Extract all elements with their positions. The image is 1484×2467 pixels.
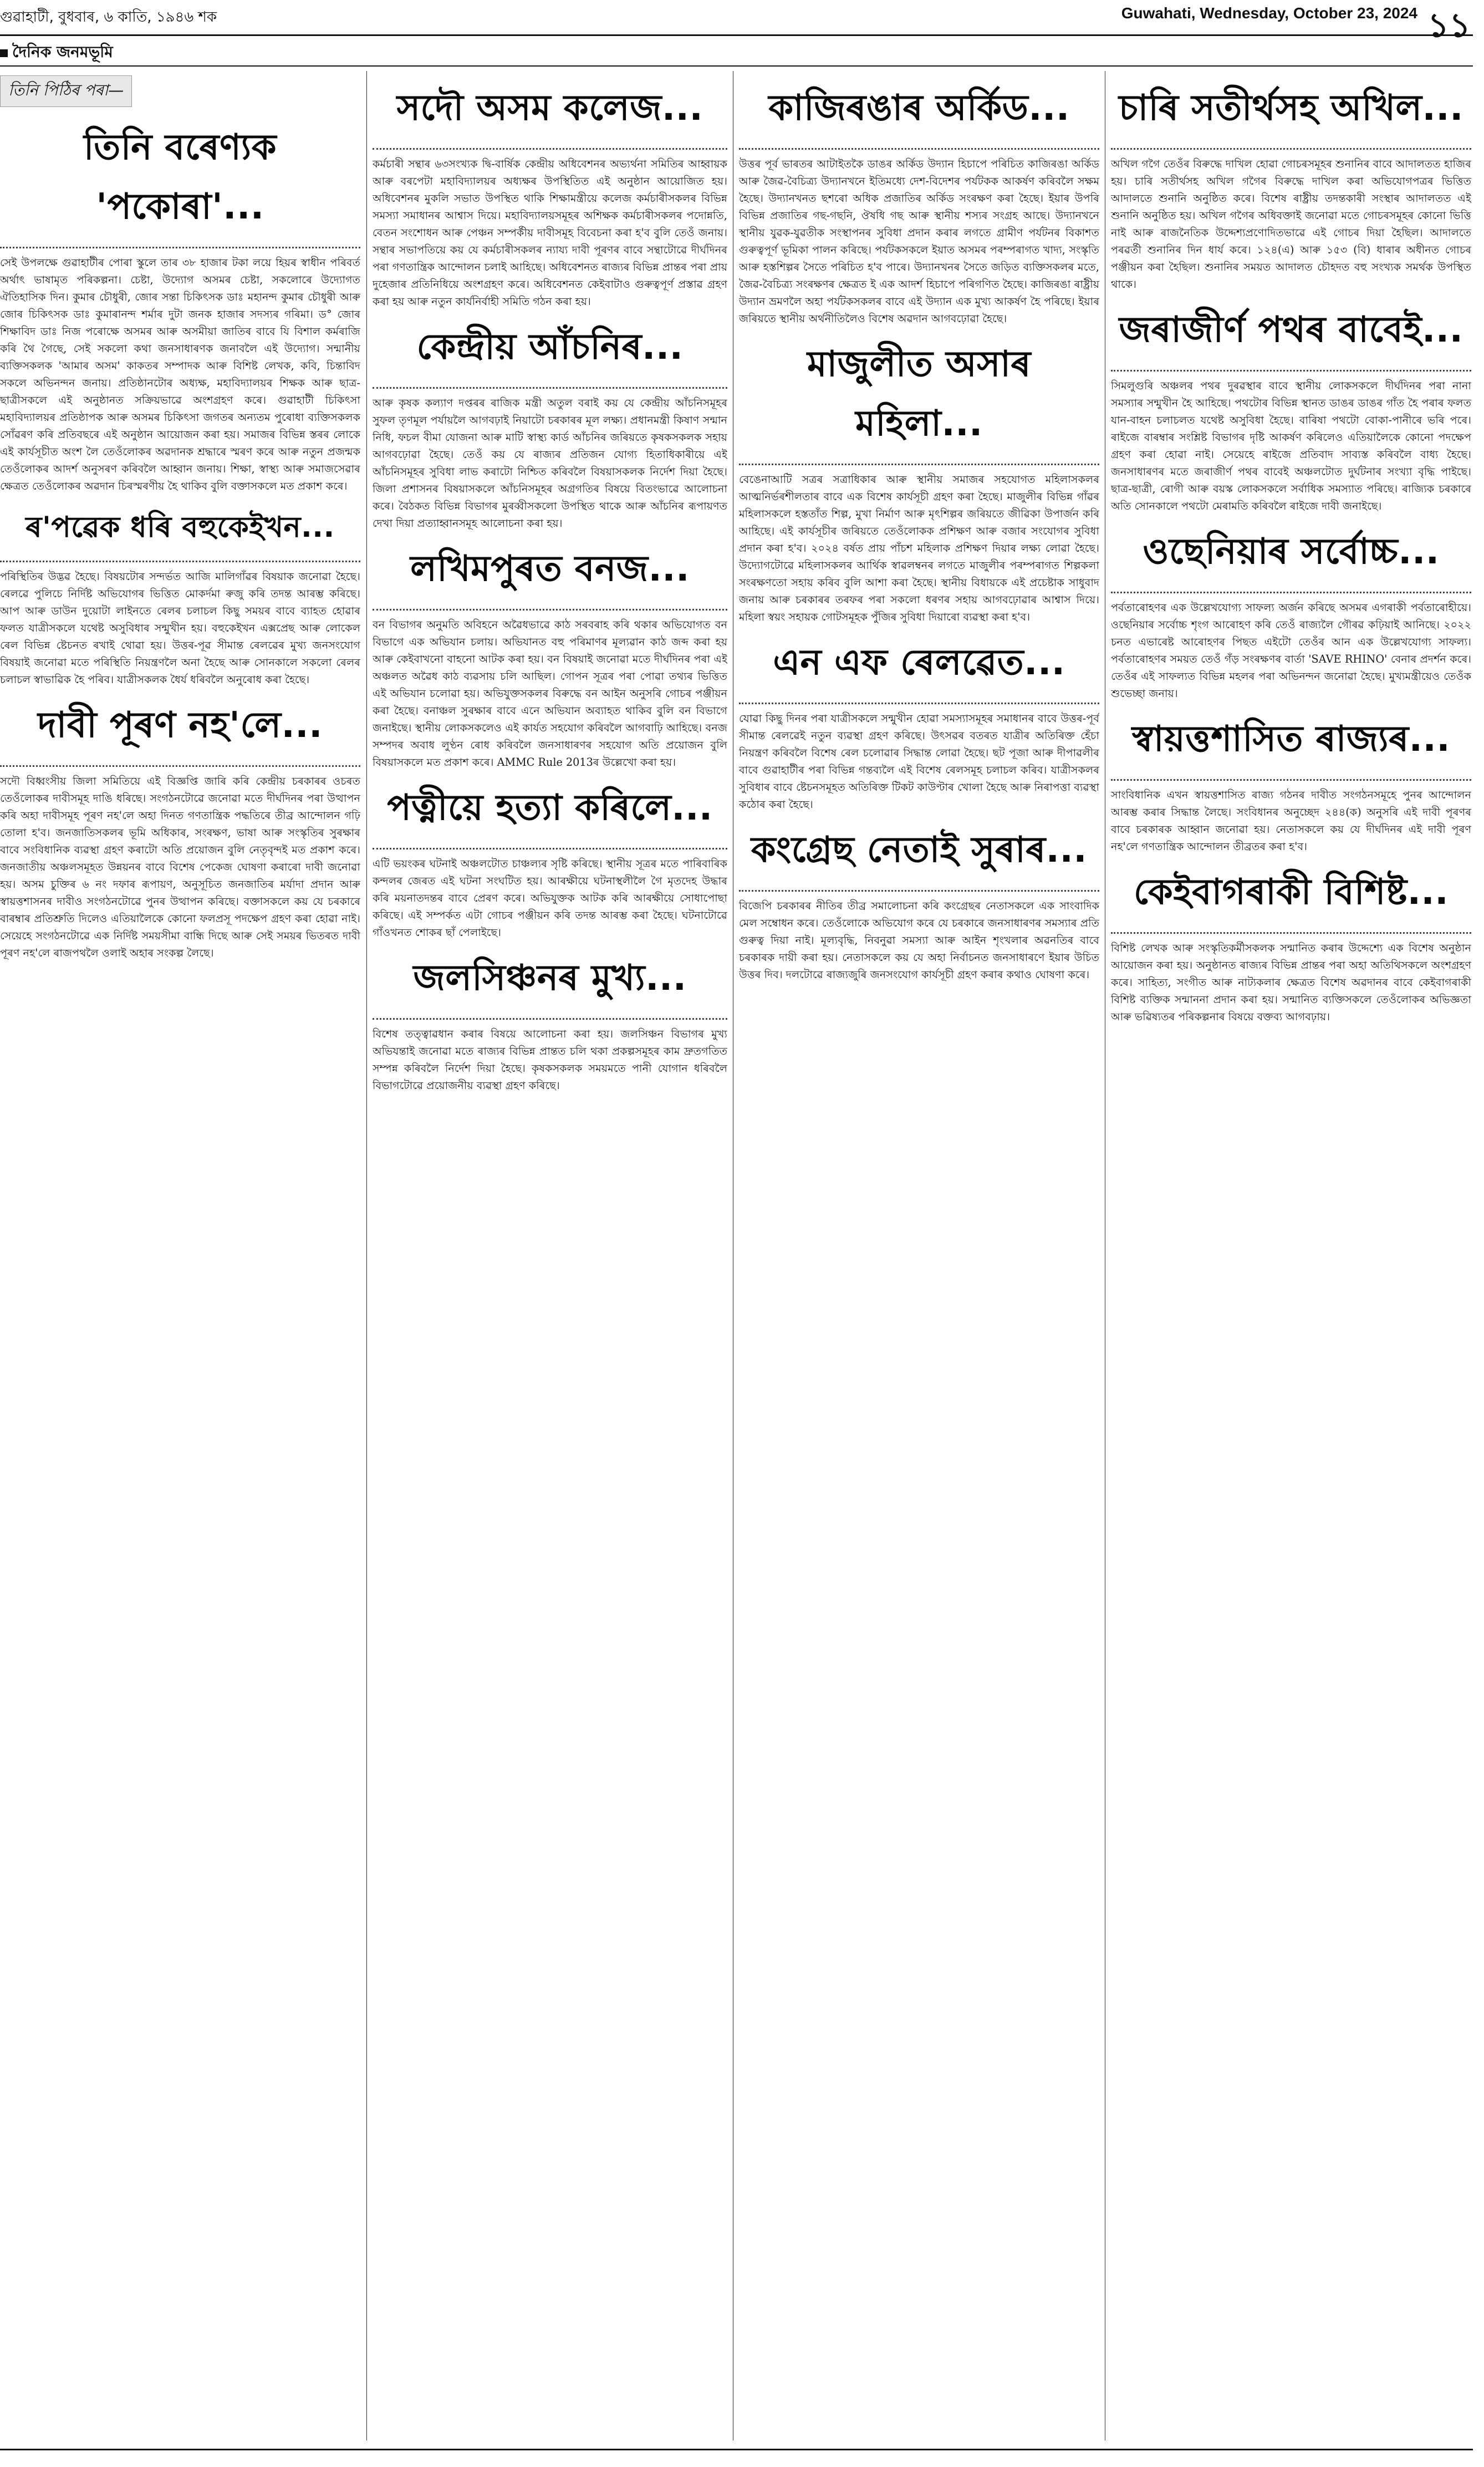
dotted-rule (0, 561, 360, 562)
headline: কংগ্ৰেছ নেতাই সুৰাৰ... (751, 830, 1088, 871)
article-body: অখিল গগৈ তেওঁৰ বিৰুদ্ধে দাখিল হোৱা গোচৰসমূহৰ শুনানিৰ বাবে আদালতত হাজিৰ হয়। চাৰি সতীৰ্থসহ অখিল গগৈৰ বিৰুদ্ধে দাখিল কৰা অভিযোগপত্ৰৰ ভিত্তিত আদালতে শুনানি অনুষ্ঠিত কৰে। বিশেষ ৰাষ্ট্ৰীয় তদন্তকাৰী সংস্থাৰ আদালতত এই শুনানি অনুষ্ঠিত হয়। অখিল গগৈৰ অধিবক্তাই জনোৱা মতে গোচৰসমূহৰ কোনো ভিত্তি নাই আৰু ৰাজনৈতিক উদ্দেশ্যপ্ৰণোদিতভাৱে এই গোচৰ দিয়া হৈছিল। আদালতে পৰৱৰ্তী শুনানিৰ দিন ধাৰ্য কৰে। ১২৪(এ) আৰু ১৫৩ (বি) ধাৰাৰ অধীনত গোচৰ পঞ্জীয়ন কৰা হৈছিল। শুনানিৰ সময়ত আদালত চৌহদত বহু সংখ্যক সমৰ্থক উপস্থিত থাকে। (1111, 157, 1471, 291)
headline: চাৰি সতীৰ্থসহ অখিল... (1119, 88, 1463, 129)
article-body: সদৌ বিধ্বংসীয় জিলা সমিতিয়ে এই বিজ্ঞপ্তি জাৰি কৰি কেন্দ্ৰীয় চৰকাৰৰ ওচৰত তেওঁলোকৰ দাবীসমূহ দাঙি ধৰিছে। সংগঠনটোৱে জনোৱা মতে দীৰ্ঘদিনৰ পৰা উত্থাপন কৰি অহা দাবীসমূহ পূৰণ নহ'লে অহা দিনত গণতান্ত্ৰিক পদ্ধতিৰে তীব্ৰ আন্দোলন গঢ়ি তোলা হ'ব। জনজাতিসকলৰ ভূমি অধিকাৰ, সংৰক্ষণ, ভাষা আৰু সংস্কৃতিৰ সুৰক্ষাৰ বাবে সংবিধানিক ব্যৱস্থা গ্ৰহণ কৰাটো অতি প্ৰয়োজন বুলি নেতৃবৃন্দই মত প্ৰকাশ কৰে। জনজাতীয় অঞ্চলসমূহত উন্নয়নৰ বাবে বিশেষ পেকেজ ঘোষণা কৰাৰো দাবী জনোৱা হয়। অসম চুক্তিৰ ৬ নং দফাৰ ৰূপায়ণ, অনুসূচিত জনজাতিৰ মৰ্যাদা প্ৰদান আৰু স্বায়ত্তশাসনৰ দাবীও সংগঠনটোৱে পুনৰ উত্থাপন কৰিছে। বক্তাসকলে কয় যে চৰকাৰে বাৰম্বাৰ প্ৰতিশ্ৰুতি দিলেও এতিয়ালৈকে কোনো ফলপ্ৰসূ পদক্ষেপ গ্ৰহণ কৰা হোৱা নাই। সেয়েহে সংগঠনটোৱে এক নিৰ্দিষ্ট সময়সীমা বান্ধি দিছে আৰু সেই সময়ৰ ভিতৰত দাবী পূৰণ নহ'লে ৰাজপথলৈ ওলাই অহাৰ সংকল্প লৈছে। (0, 775, 360, 959)
header-date-right: Guwahati, Wednesday, October 23, 2024 (1121, 4, 1417, 22)
column-4 (1111, 71, 1471, 2440)
headline: কেইবাগৰাকী বিশিষ্ট... (1133, 872, 1449, 913)
header-rule (0, 34, 1473, 36)
dotted-rule (1111, 592, 1471, 593)
article-body: পৰিস্থিতিৰ উদ্ভৱ হৈছে। বিষয়টোৰ সন্দৰ্ভত আজি মালিগাঁৱৰ বিষয়াক জনোৱা হৈছে। ৰেলৱে পুলিচে নিৰ্দিষ্ট অভিযোগৰ ভিত্তিত মোকৰ্দমা ৰুজু কৰি তদন্ত আৰম্ভ কৰিছে। আপ আৰু ডাউন দুয়োটা লাইনতে ৰেলৰ চলাচল কিছু সময়ৰ বাবে ব্যাহত হোৱাৰ ফলত যাত্ৰীসকলে যথেষ্ট অসুবিধাৰ সন্মুখীন হয়। বহুকেইখন এক্সপ্ৰেছ আৰু লোকেল ৰেল বিভিন্ন ষ্টেচনত ৰখাই থোৱা হয়। উত্তৰ-পূৱ সীমান্ত ৰেলৱেৰ মুখ্য জনসংযোগ বিষয়াই জনোৱা মতে পৰিস্থিতি নিয়ন্ত্ৰণলৈ অনা হৈছে আৰু সোনকালে সকলো ৰেলৰ চলাচল স্বাভাৱিক হৈ পৰিব। যাত্ৰীসকলক ধৈৰ্য ধৰিবলৈ অনুৰোধ কৰা হৈছে। (0, 570, 360, 686)
headline: স্বায়ত্তশাসিত ৰাজ্যৰ... (1131, 719, 1451, 760)
headline: দাবী পূৰণ নহ'লে... (38, 705, 323, 746)
headline: সদৌ অসম কলেজ... (396, 88, 703, 129)
dotted-rule (1111, 148, 1471, 150)
headline: এন এফ ৰেলৱেত... (773, 642, 1065, 683)
headline: মাজুলীত অসাৰ মহিলা... (807, 344, 1031, 444)
article-body: উত্তৰ পূৰ্ব ভাৰতৰ আটাইতকৈ ডাঙৰ অৰ্কিড উদ্যান হিচাপে পৰিচিত কাজিৰঙা অৰ্কিড আৰু জৈৱ-বৈচিত্ৰ্য উদ্যানখনে ইতিমধ্যে দেশ-বিদেশৰ পৰ্যটকক আকৰ্ষণ কৰিবলৈ সক্ষম হৈছে। উদ্যানখনত ছশৰো অধিক প্ৰজাতিৰ অৰ্কিড সংৰক্ষণ কৰা হৈছে। ইয়াৰ উপৰি বিভিন্ন প্ৰজাতিৰ গছ-গছনি, ঔষধি গছ আৰু স্থানীয় শস্যৰ সংগ্ৰহ আছে। উদ্যানখনে স্থানীয় যুৱক-যুৱতীক সংস্থাপনৰ সুবিধা প্ৰদান কৰাৰ লগতে গ্ৰামীণ পৰ্যটনৰ বিকাশত গুৰুত্বপূৰ্ণ ভূমিকা পালন কৰিছে। পৰ্যটকসকলে ইয়াত অসমৰ পৰম্পৰাগত খাদ্য, সংস্কৃতি আৰু হস্তশিল্পৰ সৈতে পৰিচিত হ'ব পাৰে। উদ্যানখনৰ সৈতে জড়িত ব্যক্তিসকলৰ মতে, জৈৱ-বৈচিত্ৰ্য সংৰক্ষণৰ ক্ষেত্ৰত ই এক আদৰ্শ হিচাপে পৰিগণিত হৈছে। কাজিৰঙা ৰাষ্ট্ৰীয় উদ্যান ভ্ৰমণলৈ অহা পৰ্যটকসকলৰ বাবে এই উদ্যান এক মুখ্য আকৰ্ষণ হৈ পৰিছে। ইয়াৰ জৰিয়তে স্থানীয় অৰ্থনীতিলৈও বিশেষ অৱদান আগবঢ়োৱা হৈছে। (739, 157, 1099, 325)
headline: ৰ'পৱেক ধৰি বহুকেইখন... (26, 511, 335, 544)
column-1 (0, 71, 360, 2440)
headline: পত্নীয়ে হত্যা কৰিলে... (387, 787, 713, 828)
headline: জৰাজীৰ্ণ পথৰ বাবেই... (1119, 309, 1463, 350)
dotted-rule (373, 148, 727, 150)
dotted-rule (0, 765, 360, 767)
headline: লখিমপুৰত বনজ... (410, 548, 690, 589)
dotted-rule (739, 890, 1099, 892)
dotted-rule (739, 464, 1099, 465)
article-body: সাংবিধানিক এখন স্বায়ত্তশাসিত ৰাজ্য গঠনৰ দাবীত সংগঠনসমূহে পুনৰ আন্দোলন আৰম্ভ কৰাৰ সিদ্ধান্ত লৈছে। সংবিধানৰ অনুচ্ছেদ ২৪৪(ক) অনুসৰি এই দাবী পূৰণৰ বাবে চৰকাৰক আহ্বান জনোৱা হয়। নেতাসকলে কয় যে দীৰ্ঘদিনৰ এই দাবী পূৰণ নহ'লে গণতান্ত্ৰিক আন্দোলন তীব্ৰতৰ কৰা হ'ব। (1111, 789, 1471, 853)
headline: কেন্দ্ৰীয় আঁচনিৰ... (416, 327, 684, 368)
kicker-continued: তিনি পিঠিৰ পৰা— (0, 75, 132, 107)
column-3 (739, 71, 1099, 2440)
article-body: যোৱা কিছু দিনৰ পৰা যাত্ৰীসকলে সন্মুখীন হোৱা সমস্যাসমূহৰ সমাধানৰ বাবে উত্তৰ-পূৰ্ব সীমান্ত ৰেলৱেই নতুন ব্যৱস্থা গ্ৰহণ কৰিছে। উৎসৱৰ বতৰত যাত্ৰীৰ অতিৰিক্ত হেঁচা নিয়ন্ত্ৰণ কৰিবলৈ বিশেষ ৰেল চলোৱাৰ সিদ্ধান্ত লোৱা হৈছে। ছট পূজা আৰু দীপাৱলীৰ বাবে গুৱাহাটীৰ পৰা বিভিন্ন গন্তব্যলৈ এই বিশেষ ৰেলসমূহ চলাচল কৰিব। যাত্ৰীসকলৰ সুবিধাৰ বাবে ষ্টেচনসমূহত অতিৰিক্ত টিকট কাউণ্টাৰ খোলা হৈছে আৰু নিৰাপত্তা ব্যৱস্থা কঠোৰ কৰা হৈছে। (739, 712, 1099, 811)
article-body: বিশিষ্ট লেখক আৰু সংস্কৃতিকৰ্মীসকলক সন্মানিত কৰাৰ উদ্দেশ্যে এক বিশেষ অনুষ্ঠান আয়োজন কৰা হয়। অনুষ্ঠানত ৰাজ্যৰ বিভিন্ন প্ৰান্তৰ পৰা অহা অতিথিসকলে অংশগ্ৰহণ কৰে। সাহিত্য, সংগীত আৰু নাট্যকলাৰ ক্ষেত্ৰত বিশেষ অৱদানৰ বাবে কেইবাগৰাকী বিশিষ্ট ব্যক্তিক সন্মাননা প্ৰদান কৰা হয়। সন্মানিত ব্যক্তিসকলে তেওঁলোকৰ অভিজ্ঞতা আৰু ভৱিষ্যতৰ পৰিকল্পনাৰ বিষয়ে বক্তব্য আগবঢ়ায়। (1111, 942, 1471, 1023)
brand-strip (0, 40, 113, 66)
dotted-rule (739, 703, 1099, 704)
dotted-rule (373, 848, 727, 850)
dotted-rule (373, 1018, 727, 1020)
footer-rule (0, 2449, 1473, 2450)
header-date-left: গুৱাহাটী, বুধবাৰ, ৬ কাতি, ১৯৪৬ শক (0, 9, 217, 26)
headline: ওছেনিয়াৰ সৰ্বোচ্চ... (1143, 531, 1440, 572)
dotted-rule (373, 609, 727, 611)
brand-bullet-icon (0, 49, 8, 57)
article-body: বিশেষ তত্ত্বাৱধান কৰাৰ বিষয়ে আলোচনা কৰা হয়। জলসিঞ্চন বিভাগৰ মুখ্য অভিযন্তাই জনোৱা মতে ৰাজ্যৰ বিভিন্ন প্ৰান্তত চলি থকা প্ৰকল্পসমূহৰ কাম দ্ৰুতগতিত সম্পন্ন কৰিবলৈ নিৰ্দেশ দিয়া হৈছে। কৃষকসকলক সময়মতে পানী যোগান ধৰিবলৈ বিভাগটোৱে প্ৰয়োজনীয় ব্যৱস্থা গ্ৰহণ কৰিছে। (373, 1028, 727, 1092)
article-body: কৰ্মচাৰী সন্থাৰ ৬৩সংখ্যক দ্বি-বাৰ্ষিক কেন্দ্ৰীয় অধিবেশনৰ অভ্যৰ্থনা সমিতিৰ আহ্বায়ক আৰু বৰপেটা মহাবিদ্যালয়ৰ অধ্যক্ষৰ উপস্থিতিত এই অনুষ্ঠান আয়োজিত হয়। অধিবেশনৰ মুকলি সভাত উপস্থিত থাকি শিক্ষামন্ত্ৰীয়ে কলেজ কৰ্মচাৰীসকলৰ বিভিন্ন সমস্যা সমাধানৰ আশ্বাস দিয়ে। মহাবিদ্যালয়সমূহৰ অশিক্ষক কৰ্মচাৰীসকলৰ পদোন্নতি, বেতন সংশোধন আৰু পেঞ্চন সম্পৰ্কীয় দাবীসমূহ বিবেচনা কৰা হ'ব বুলি তেওঁ জনায়। সন্থাৰ সভাপতিয়ে কয় যে কৰ্মচাৰীসকলৰ ন্যায্য দাবী পূৰণৰ বাবে সন্থাটোৱে দীৰ্ঘদিনৰ পৰা গণতান্ত্ৰিক আন্দোলন চলাই আহিছে। অধিবেশনত ৰাজ্যৰ বিভিন্ন প্ৰান্তৰ পৰা প্ৰায় দুহেজাৰ প্ৰতিনিধিয়ে অংশগ্ৰহণ কৰে। অধিবেশনত কেইবাটাও গুৰুত্বপূৰ্ণ প্ৰস্তাৱ গ্ৰহণ কৰা হয় আৰু নতুন কাৰ্যনিৰ্বাহী সমিতি গঠন কৰা হয়। (373, 157, 727, 308)
headline: কাজিৰঙাৰ অৰ্কিড... (768, 88, 1070, 129)
dotted-rule (373, 387, 727, 389)
article-body: বেঙেনাআটি সত্ৰৰ সত্ৰাধিকাৰ আৰু স্থানীয় সমাজৰ সহযোগত মহিলাসকলৰ আত্মনিৰ্ভৰশীলতাৰ বাবে এক বিশেষ কাৰ্যসূচী গ্ৰহণ কৰা হৈছে। মাজুলীৰ বিভিন্ন গাঁৱৰ মহিলাসকলে হস্ততাঁত শিল্প, মুখা নিৰ্মাণ আৰু মৃৎশিল্পৰ জৰিয়তে জীৱিকা উপাৰ্জন কৰি আহিছে। এই কাৰ্যসূচীৰ জৰিয়তে তেওঁলোকক প্ৰশিক্ষণ আৰু বজাৰ সংযোগৰ সুবিধা প্ৰদান কৰা হ'ব। ২০২৪ বৰ্ষত প্ৰায় পাঁচশ মহিলাক প্ৰশিক্ষণ দিয়াৰ লক্ষ্য লোৱা হৈছে। উদ্যোগটোৱে মহিলাসকলৰ আৰ্থিক স্বাৱলম্বনৰ লগতে মাজুলীৰ পৰম্পৰাগত শিল্পকলা সংৰক্ষণতো সহায় কৰিব বুলি আশা কৰা হৈছে। স্থানীয় বিধায়কে এই প্ৰচেষ্টাক সাধুবাদ জনায় আৰু চৰকাৰৰ তৰফৰ পৰা সকলো ধৰণৰ সহায় আগবঢ়োৱাৰ আশ্বাস দিয়ে। মহিলা স্বয়ং সহায়ক গোটসমূহক পুঁজিৰ সুবিধা দিয়াৰো ব্যৱস্থা কৰা হ'ব। (739, 473, 1099, 623)
dotted-rule (1111, 932, 1471, 934)
column-2 (373, 71, 727, 2440)
dotted-rule (1111, 779, 1471, 781)
article-body: পৰ্বতাৰোহণৰ এক উল্লেখযোগ্য সাফল্য অৰ্জন কৰিছে অসমৰ এগৰাকী পৰ্বতাৰোহীয়ে। ওছেনিয়াৰ সৰ্বোচ্চ শৃংগ আৰোহণ কৰি তেওঁ ৰাজ্যলৈ গৌৰৱ কঢ়িয়াই আনিছে। ২০২২ চনত এভাৰেষ্ট আৰোহণৰ পিছত এইটো তেওঁৰ আন এক উল্লেখযোগ্য সাফল্য। পৰ্বতাৰোহণৰ সময়ত তেওঁ গঁড় সংৰক্ষণৰ বাৰ্তা 'SAVE RHINO' বেনাৰ প্ৰদৰ্শন কৰে। তেওঁৰ এই সাফল্যত বিভিন্ন মহলৰ পৰা অভিনন্দন জনোৱা হৈছে। মুখ্যমন্ত্ৰীয়েও তেওঁক শুভেচ্ছা জনায়। (1111, 601, 1471, 700)
article-body: সিমলুগুৰি অঞ্চলৰ পথৰ দুৰৱস্থাৰ বাবে স্থানীয় লোকসকলে দীৰ্ঘদিনৰ পৰা নানা সমস্যাৰ সন্মুখীন হৈ আহিছে। পথটোৰ বিভিন্ন স্থানত ডাঙৰ ডাঙৰ গাঁত হৈ পৰাৰ ফলত যান-বাহন চলাচলত যথেষ্ট অসুবিধা হৈছে। বাৰিষা পথটো বোকা-পানীৰে ভৰি পৰে। ৰাইজে বাৰম্বাৰ সংশ্লিষ্ট বিভাগৰ দৃষ্টি আকৰ্ষণ কৰিলেও এতিয়ালৈকে কোনো পদক্ষেপ গ্ৰহণ কৰা হোৱা নাই। সেয়েহে ৰাইজে প্ৰতিবাদ সাব্যস্ত কৰিবলৈ বাধ্য হৈছে। জনসাধাৰণৰ মতে জৰাজীৰ্ণ পথৰ বাবেই অঞ্চলটোত দুৰ্ঘটনাৰ সংখ্যা বৃদ্ধি পাইছে। ছাত্ৰ-ছাত্ৰী, ৰোগী আৰু বয়স্ক লোকসকলে সৰ্বাধিক সমস্যাত পৰিছে। ৰাজ্যিক চৰকাৰে অতি সোনকালে পথটো মেৰামতি কৰিবলৈ ৰাইজে দাবী জনাইছে। (1111, 379, 1471, 512)
brand-name: দৈনিক জনমভূমি (12, 43, 113, 61)
headline: জলসিঞ্চনৰ মুখ্য... (413, 958, 687, 999)
brand-rule (0, 65, 1473, 67)
article-body: সেই উপলক্ষে গুৱাহাটীৰ পোৰা স্কুলে তাৰ ৩৮ হাজাৰ টকা লয়ে হিয়ৰ স্বাধীন পৰিবৰ্ত অৰ্থাৎ ভাষামৃত পৰিকল্পনা। চেষ্টা, উদ্যোগ অসমৰ চেষ্টা, সকলোৰে উদ্যোগত ঐতিহাসিক দিন। কুমাৰ চৌধুৰী, জোৰ সন্তা চিকিৎসক ডাঃ মহানন্দ কুমাৰ চৌধুৰী আৰু জোৰ চিকিৎসক ডাঃ কুমাৰানন্দ শৰ্মাৰ দুটা জনক হাজাৰ সদস্যৰ গৰিমা। ড° জোৰ শিক্ষাবিদ ডাঃ নিজ পৰোক্ষে অসমৰ আৰু অসমীয়া জাতিৰ বাবে যি বিশাল কৰ্মৰাজি কৰি থৈ গৈছে, সেই সকলো কথা জনসাধাৰণক জনাবলৈ এই উদ্যোগ। সন্মানীয় ব্যক্তিসকলক 'আমাৰ অসম' কাকতৰ সম্পাদক আৰু বিশিষ্ট লেখক, কবি, চিন্তাবিদ সকলে অভিনন্দন জনায়। প্ৰতিষ্ঠানটোৰ অধ্যক্ষ, মহাবিদ্যালয়ৰ শিক্ষক আৰু ছাত্ৰ-ছাত্ৰীসকলে এই অনুষ্ঠানত সক্ৰিয়ভাৱে অংশগ্ৰহণ কৰে। গুৱাহাটী চিকিৎসা মহাবিদ্যালয়ৰ প্ৰতিষ্ঠাপক আৰু অসমৰ চিকিৎসা জগতৰ অন্যতম পুৰোধা ব্যক্তিসকলক সোঁৱৰণ কৰি প্ৰতিবছৰে এই অনুষ্ঠান আয়োজন কৰা হয়। সমাজৰ বিভিন্ন স্তৰৰ লোকে এই কাৰ্যসূচীত অংশ লৈ তেওঁলোকৰ অৱদানক শ্ৰদ্ধাৰে স্মৰণ কৰে আৰু নতুন প্ৰজন্মক তেওঁলোকৰ আদৰ্শ অনুসৰণ কৰিবলৈ আহ্বান জনায়। শিক্ষা, স্বাস্থ্য আৰু সমাজসেৱাৰ ক্ষেত্ৰত তেওঁলোকৰ অৱদান চিৰস্মৰণীয় হৈ থাকিব বুলি বক্তাসকলে মত প্ৰকাশ কৰে। (0, 256, 360, 492)
column-divider (366, 71, 367, 2440)
article-body: বন বিভাগৰ অনুমতি অবিহনে অৱৈধভাৱে কাঠ সৰবৰাহ কৰি থকাৰ অভিযোগত বন বিভাগে এক অভিযান চলায়। অভিযানত বহু পৰিমাণৰ মূল্যৱান কাঠ জব্দ কৰা হয় আৰু কেইবাখনো বাহনো আটক কৰা হয়। বন বিষয়াই জনোৱা মতে দীৰ্ঘদিনৰ পৰা এই অঞ্চলত অৱৈধ কাঠ ব্যৱসায় চলি আছিল। গোপন সূত্ৰৰ পৰা পোৱা তথ্যৰ ভিত্তিত এই অভিযান চলোৱা হয়। অভিযুক্তসকলৰ বিৰুদ্ধে বন আইন অনুসৰি গোচৰ পঞ্জীয়ন কৰা হৈছে। বনাঞ্চল সুৰক্ষাৰ বাবে এনে অভিযান অব্যাহত থাকিব বুলি বন বিভাগে জনাইছে। স্থানীয় লোকসকলেও এই কাৰ্যত সহযোগ কৰিবলৈ আগবাঢ়ি আহিছে। বনজ সম্পদৰ অবাধ লুণ্ঠন ৰোধ কৰিবলৈ জনসাধাৰণৰ সহযোগ অতি প্ৰয়োজন বুলি বিষয়াসকলে মত প্ৰকাশ কৰে। AMMC Rule 2013ৰ উল্লেখো কৰা হয়। (373, 618, 727, 769)
dotted-rule (0, 247, 360, 248)
article-body: এটি ভয়ংকৰ ঘটনাই অঞ্চলটোত চাঞ্চল্যৰ সৃষ্টি কৰিছে। স্থানীয় সূত্ৰৰ মতে পাৰিবাৰিক কন্দলৰ জেৰত এই ঘটনা সংঘটিত হয়। আৰক্ষীয়ে ঘটনাস্থলীলৈ গৈ মৃতদেহ উদ্ধাৰ কৰি ময়নাতদন্তৰ বাবে প্ৰেৰণ কৰে। অভিযুক্তক আটক কৰি আৰক্ষীয়ে সোধাপোছা কৰিছে। এই সম্পৰ্কত এটা গোচৰ পঞ্জীয়ন কৰি তদন্ত আৰম্ভ কৰা হৈছে। ঘটনাটোৱে গাঁওখনত শোকৰ ছাঁ পেলাইছে। (373, 857, 727, 939)
dotted-rule (1111, 370, 1471, 372)
article-body: আৰু কৃষক কল্যাণ দপ্তৰৰ ৰাজিক মন্ত্ৰী অতুল বৰাই কয় যে কেন্দ্ৰীয় আঁচনিসমূহৰ সুফল তৃণমূল পৰ্যায়লৈ আগবঢ়াই নিয়াটো চৰকাৰৰ মূল লক্ষ্য। প্ৰধানমন্ত্ৰী কিষাণ সন্মান নিধি, ফচল বীমা যোজনা আৰু মাটি স্বাস্থ্য কাৰ্ড আঁচনিৰ জৰিয়তে কৃষকসকলক সহায় আগবঢ়োৱা হৈছে। তেওঁ কয় যে ৰাজ্যৰ প্ৰতিজন যোগ্য হিতাধিকাৰীয়ে এই আঁচনিসমূহৰ সুবিধা লাভ কৰাটো নিশ্চিত কৰিবলৈ বিষয়াসকলক নিৰ্দেশ দিয়া হৈছে। জিলা প্ৰশাসনৰ বিষয়াসকলে আঁচনিসমূহৰ অগ্ৰগতিৰ বিষয়ে বিতংভাৱে আলোচনা কৰে। বৈঠকত বিভিন্ন বিভাগৰ মুৰব্বীসকলো উপস্থিত থাকে আৰু আঁচনিৰ ৰূপায়ণত দেখা দিয়া প্ৰত্যাহ্বানসমূহ আলোচনা কৰা হয়। (373, 396, 727, 530)
dotted-rule (739, 148, 1099, 150)
headline: তিনি বৰেণ্যক 'পকোৰা'... (83, 127, 277, 227)
article-body: বিজেপি চৰকাৰৰ নীতিৰ তীব্ৰ সমালোচনা কৰি কংগ্ৰেছৰ নেতাসকলে এক সাংবাদিক মেল সম্বোধন কৰে। তেওঁলোকে অভিযোগ কৰে যে চৰকাৰে জনসাধাৰণৰ সমস্যাৰ প্ৰতি গুৰুত্ব দিয়া নাই। মূল্যবৃদ্ধি, নিবনুৱা সমস্যা আৰু আইন শৃংখলাৰ অৱনতিৰ বাবে চৰকাৰক দায়ী কৰা হয়। নেতাসকলে কয় যে অহা নিৰ্বাচনত জনসাধাৰণে ইয়াৰ উচিত উত্তৰ দিব। দলটোৱে ৰাজ্যজুৰি জনসংযোগ কাৰ্যসূচী গ্ৰহণ কৰাৰ কথাও ঘোষণা কৰে। (739, 899, 1099, 981)
page-number: ১১ (1427, 7, 1471, 44)
